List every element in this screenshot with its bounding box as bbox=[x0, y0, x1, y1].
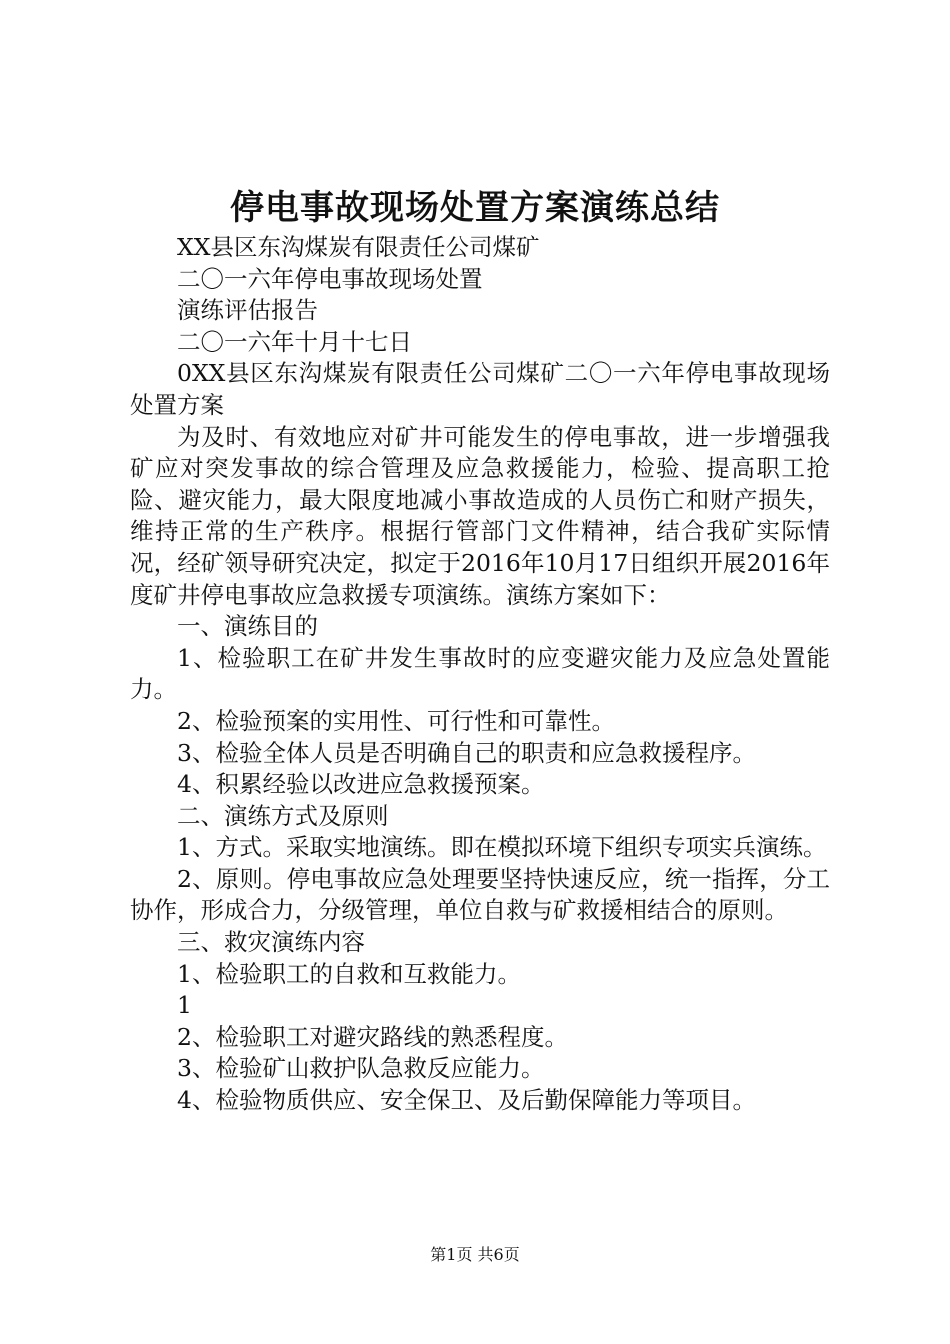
paragraph: 二〇一六年停电事故现场处置 bbox=[177, 264, 483, 293]
section-heading: 一、演练目的 bbox=[177, 612, 318, 641]
list-item: 2、检验预案的实用性、可行性和可靠性。 bbox=[177, 706, 615, 735]
list-item: 4、检验物质供应、安全保卫、及后勤保障能力等项目。 bbox=[177, 1086, 756, 1115]
paragraph: 二〇一六年十月十七日 bbox=[177, 327, 412, 356]
list-item: 4、积累经验以改进应急救援预案。 bbox=[177, 770, 545, 799]
list-item: 2、原则。停电事故应急处理要坚持快速反应，统一指挥，分工协作，形成合力，分级管理，单位自救与矿救援相结合的原则。 bbox=[130, 864, 830, 925]
page-footer: 第1页 共6页 bbox=[430, 1245, 520, 1264]
document-body bbox=[130, 232, 830, 1117]
paragraph: XX县区东沟煤炭有限责任公司煤矿 bbox=[177, 233, 540, 261]
section-heading: 三、救灾演练内容 bbox=[177, 928, 365, 957]
paragraph: 为及时、有效地应对矿井可能发生的停电事故，进一步增强我矿应对突发事故的综合管理及应急救援能力，检验、提高职工抢险、避灾能力，最大限度地减小事故造成的人员伤亡和财产损失，维持正常的生产秩序。根据行管部门文件精神，结合我矿实际情况，经矿领导研究决定，拟定于2016年10月17日组织开展2016年度矿井停电事故应急救援专项演练。演练方案如下： bbox=[130, 422, 830, 609]
list-item: 3、检验全体人员是否明确自己的职责和应急救援程序。 bbox=[177, 738, 756, 767]
inline-page-number: 1 bbox=[177, 991, 192, 1020]
paragraph: 演练评估报告 bbox=[177, 296, 318, 325]
list-item: 1、检验职工在矿井发生事故时的应变避灾能力及应急处置能力。 bbox=[130, 643, 830, 704]
list-item: 3、检验矿山救护队急救反应能力。 bbox=[177, 1054, 545, 1083]
document-title: 停电事故现场处置方案演练总结 bbox=[230, 188, 720, 228]
paragraph: 0XX县区东沟煤炭有限责任公司煤矿二〇一六年停电事故现场处置方案 bbox=[130, 359, 830, 419]
section-heading: 二、演练方式及原则 bbox=[177, 801, 389, 830]
list-item: 2、检验职工对避灾路线的熟悉程度。 bbox=[177, 1022, 568, 1051]
list-item: 1、方式。采取实地演练。即在模拟环境下组织专项实兵演练。 bbox=[177, 833, 827, 862]
list-item: 1、检验职工的自救和互救能力。 bbox=[177, 959, 521, 988]
